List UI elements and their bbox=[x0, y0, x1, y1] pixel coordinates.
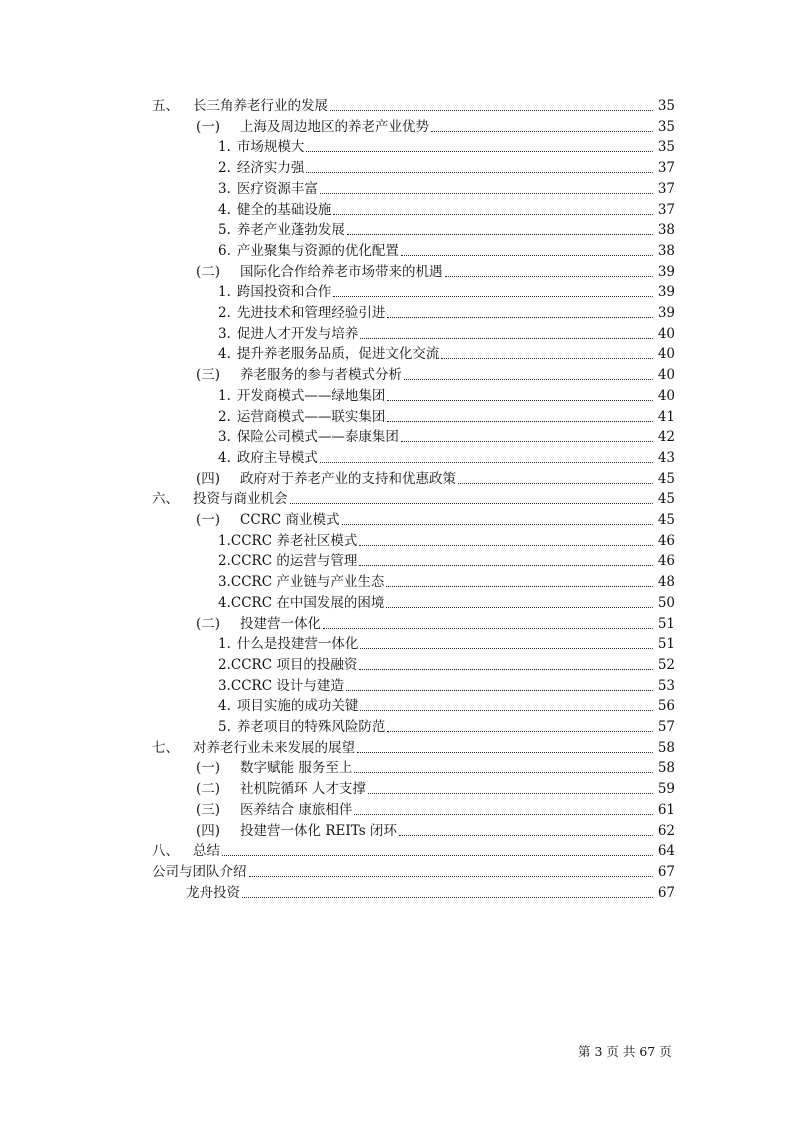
toc-label bbox=[218, 407, 387, 428]
toc-title: 对养老行业未来发展的展望 bbox=[193, 739, 355, 756]
toc-page-number: 37 bbox=[655, 158, 675, 179]
toc-number: (四) bbox=[196, 470, 221, 487]
toc-number: (二) bbox=[196, 781, 221, 798]
toc-number: 4. bbox=[218, 594, 231, 611]
toc-label bbox=[218, 158, 306, 179]
toc-page-number: 50 bbox=[655, 593, 675, 614]
toc-page-number: 61 bbox=[655, 800, 675, 821]
toc-number: 1. bbox=[218, 387, 231, 404]
toc-leader bbox=[387, 400, 653, 401]
toc-entry[interactable] bbox=[0, 158, 793, 179]
toc-page-number: 38 bbox=[655, 241, 675, 262]
toc-leader bbox=[360, 338, 653, 339]
toc-title: 医养结合 康旅相伴 bbox=[240, 801, 353, 818]
toc-number: 五、 bbox=[152, 98, 179, 114]
toc-page-number: 40 bbox=[655, 324, 675, 345]
toc-page-number: 41 bbox=[655, 407, 675, 428]
toc-number: 3. bbox=[218, 574, 231, 591]
toc-page-number: 40 bbox=[655, 365, 675, 386]
toc-page-number: 45 bbox=[655, 510, 675, 531]
toc-number: 1. bbox=[218, 139, 231, 156]
toc-label bbox=[218, 676, 346, 697]
toc-page-number: 40 bbox=[655, 344, 675, 365]
toc-entry[interactable] bbox=[0, 841, 793, 862]
toc-title: 总结 bbox=[193, 843, 220, 860]
toc-entry[interactable] bbox=[0, 572, 793, 593]
toc-page-number: 67 bbox=[655, 883, 675, 904]
toc-title: 经济实力强 bbox=[236, 160, 305, 177]
toc-page-number: 67 bbox=[655, 862, 675, 883]
toc-entry[interactable] bbox=[0, 220, 793, 241]
toc-leader bbox=[401, 441, 653, 442]
toc-leader bbox=[387, 731, 653, 732]
toc-number: (一) bbox=[196, 760, 221, 777]
toc-page-number: 39 bbox=[655, 303, 675, 324]
toc-leader bbox=[330, 110, 653, 111]
toc-entry[interactable] bbox=[0, 779, 793, 800]
toc-number: 1. bbox=[218, 532, 231, 549]
toc-entry[interactable] bbox=[0, 96, 793, 117]
toc-leader bbox=[333, 214, 653, 215]
toc-title: 什么是投建营一体化 bbox=[236, 636, 359, 653]
toc-number: 八、 bbox=[152, 843, 179, 860]
toc-title: CCRC 的运营与管理 bbox=[230, 553, 358, 570]
toc-title: 医疗资源丰富 bbox=[236, 180, 318, 197]
toc-title: 促进人才开发与培养 bbox=[236, 325, 359, 342]
toc-number: 2. bbox=[218, 160, 231, 177]
toc-page-number: 46 bbox=[655, 531, 675, 552]
toc-label bbox=[218, 179, 320, 200]
toc-page-number: 58 bbox=[655, 738, 675, 759]
toc-number: (二) bbox=[196, 263, 221, 280]
toc-title: 数字赋能 服务至上 bbox=[240, 760, 353, 777]
toc-number: 3. bbox=[218, 677, 231, 694]
toc-entry[interactable] bbox=[0, 510, 793, 531]
toc-leader bbox=[401, 255, 653, 256]
toc-page-number: 59 bbox=[655, 779, 675, 800]
toc-label bbox=[152, 96, 330, 117]
toc-leader bbox=[320, 462, 653, 463]
toc-label bbox=[196, 821, 399, 842]
toc-number: 2. bbox=[218, 305, 231, 321]
toc-entry[interactable] bbox=[0, 303, 793, 324]
toc-entry[interactable] bbox=[0, 676, 793, 697]
toc-entry[interactable] bbox=[0, 758, 793, 779]
toc-entry[interactable] bbox=[0, 448, 793, 469]
toc-entry[interactable] bbox=[0, 551, 793, 572]
toc-leader bbox=[386, 607, 653, 608]
toc-title: CCRC 项目的投融资 bbox=[230, 656, 358, 673]
toc-title: 龙舟投资 bbox=[186, 884, 240, 901]
toc-number: 4. bbox=[218, 698, 231, 715]
toc-title: 跨国投资和合作 bbox=[236, 284, 332, 301]
toc-entry[interactable] bbox=[0, 469, 793, 490]
toc-leader bbox=[320, 193, 653, 194]
toc-page-number: 64 bbox=[655, 841, 675, 862]
toc-entry[interactable] bbox=[0, 427, 793, 448]
toc-entry[interactable] bbox=[0, 200, 793, 221]
toc-entry[interactable] bbox=[0, 179, 793, 200]
toc-leader bbox=[306, 151, 653, 152]
toc-leader bbox=[306, 172, 653, 173]
toc-label bbox=[218, 200, 333, 221]
toc-number: (三) bbox=[196, 367, 221, 384]
toc-leader bbox=[249, 876, 653, 877]
toc-title: 长三角养老行业的发展 bbox=[193, 98, 328, 114]
toc-page-number: 52 bbox=[655, 655, 675, 676]
toc-number: (三) bbox=[196, 801, 221, 818]
toc-entry[interactable] bbox=[0, 717, 793, 738]
toc-label bbox=[218, 551, 359, 572]
toc-leader bbox=[290, 503, 653, 504]
toc-label bbox=[196, 614, 323, 635]
toc-title: 政府主导模式 bbox=[236, 449, 318, 466]
toc-leader bbox=[387, 317, 653, 318]
toc-page-number: 37 bbox=[655, 200, 675, 221]
toc-title: 运营商模式——联实集团 bbox=[236, 408, 386, 425]
toc-entry[interactable] bbox=[0, 634, 793, 655]
toc-title: 国际化合作给养老市场带来的机遇 bbox=[240, 263, 443, 280]
page-footer: 第 3 页 共 67 页 bbox=[578, 1044, 672, 1059]
toc-label bbox=[152, 738, 357, 759]
toc-number: (一) bbox=[196, 512, 221, 528]
toc-label bbox=[218, 448, 320, 469]
toc-page-number: 39 bbox=[655, 262, 675, 283]
toc-title: 健全的基础设施 bbox=[236, 201, 332, 218]
toc-entry[interactable] bbox=[0, 593, 793, 614]
toc-label bbox=[218, 593, 386, 614]
toc-label bbox=[218, 137, 306, 158]
toc-leader bbox=[386, 586, 653, 587]
toc-leader bbox=[323, 628, 653, 629]
toc-label bbox=[196, 469, 458, 490]
toc-number: 4. bbox=[218, 449, 231, 466]
toc-page-number: 62 bbox=[655, 821, 675, 842]
toc-label bbox=[218, 427, 401, 448]
toc-number: 1. bbox=[218, 284, 231, 301]
toc-label bbox=[152, 862, 249, 883]
toc-page-number: 51 bbox=[655, 614, 675, 635]
toc-entry[interactable] bbox=[0, 324, 793, 345]
toc-entry[interactable] bbox=[0, 862, 793, 883]
toc-label bbox=[218, 717, 387, 738]
toc-title: 养老服务的参与者模式分析 bbox=[240, 367, 403, 384]
toc-leader bbox=[347, 234, 653, 235]
toc-page-number: 35 bbox=[655, 96, 675, 117]
toc-label bbox=[218, 696, 360, 717]
toc-entry[interactable] bbox=[0, 883, 793, 904]
toc-entry[interactable] bbox=[0, 262, 793, 283]
toc-leader bbox=[357, 752, 653, 753]
toc-label bbox=[152, 489, 290, 510]
toc-title: 社机院循环 人才支撑 bbox=[240, 781, 366, 798]
toc-number: 2. bbox=[218, 553, 231, 570]
toc-leader bbox=[359, 545, 653, 546]
toc-page-number: 37 bbox=[655, 179, 675, 200]
toc-title: 产业聚集与资源的优化配置 bbox=[236, 242, 399, 259]
toc-number: 3. bbox=[218, 325, 231, 342]
toc-number: 1. bbox=[218, 636, 231, 653]
toc-leader bbox=[431, 131, 653, 132]
toc-title: 提升养老服务品质，促进文化交流 bbox=[236, 346, 440, 363]
toc-number: 3. bbox=[218, 180, 231, 197]
toc-label bbox=[186, 883, 242, 904]
toc-title: CCRC 商业模式 bbox=[240, 512, 340, 528]
toc-leader bbox=[354, 772, 653, 773]
toc-label bbox=[218, 324, 360, 345]
toc-leader bbox=[354, 814, 653, 815]
toc-page-number: 58 bbox=[655, 758, 675, 779]
toc-number: (四) bbox=[196, 822, 221, 839]
toc-entry[interactable] bbox=[0, 137, 793, 158]
toc-entry[interactable] bbox=[0, 241, 793, 262]
toc-label bbox=[196, 779, 368, 800]
toc-number: 5. bbox=[218, 222, 231, 239]
toc-number: (一) bbox=[196, 118, 221, 135]
toc-label bbox=[218, 634, 360, 655]
toc-page-number: 53 bbox=[655, 676, 675, 697]
toc-title: 项目实施的成功关键 bbox=[236, 698, 359, 715]
toc-leader bbox=[441, 358, 653, 359]
toc-leader bbox=[458, 483, 653, 484]
toc-label bbox=[218, 303, 387, 324]
toc-title: 养老产业蓬勃发展 bbox=[236, 222, 345, 239]
toc-title: CCRC 养老社区模式 bbox=[230, 532, 358, 549]
toc-entry[interactable] bbox=[0, 800, 793, 821]
toc-entry[interactable] bbox=[0, 282, 793, 303]
toc-page-number: 57 bbox=[655, 717, 675, 738]
toc-number: 3. bbox=[218, 429, 231, 446]
toc-label bbox=[196, 262, 445, 283]
toc-leader bbox=[360, 648, 653, 649]
toc-label bbox=[196, 117, 431, 138]
toc-entry[interactable] bbox=[0, 696, 793, 717]
toc-title: 保险公司模式——泰康集团 bbox=[236, 429, 399, 446]
toc-label bbox=[152, 841, 222, 862]
toc-label bbox=[218, 344, 441, 365]
toc-leader bbox=[404, 379, 653, 380]
toc-label bbox=[196, 365, 404, 386]
toc-title: 投建营一体化 bbox=[240, 615, 322, 632]
toc-leader bbox=[346, 690, 653, 691]
toc-number: 4. bbox=[218, 201, 231, 218]
toc-number: 6. bbox=[218, 242, 231, 259]
toc-page-number: 43 bbox=[655, 448, 675, 469]
toc-leader bbox=[342, 524, 653, 525]
toc-label bbox=[196, 758, 354, 779]
toc-title: 开发商模式——绿地集团 bbox=[236, 387, 386, 404]
toc-page-number: 35 bbox=[655, 137, 675, 158]
toc-label bbox=[218, 220, 347, 241]
toc-entry[interactable] bbox=[0, 344, 793, 365]
toc-number: 2. bbox=[218, 656, 231, 673]
toc-label bbox=[218, 531, 359, 552]
toc-leader bbox=[399, 835, 653, 836]
toc-entry[interactable] bbox=[0, 655, 793, 676]
toc-page-number: 45 bbox=[655, 489, 675, 510]
toc-title: 投建营一体化 REITs 闭环 bbox=[240, 822, 397, 839]
toc-entry[interactable] bbox=[0, 531, 793, 552]
toc-leader bbox=[333, 296, 653, 297]
toc-leader bbox=[242, 897, 653, 898]
toc-title: 投资与商业机会 bbox=[193, 491, 288, 508]
toc-title: CCRC 设计与建造 bbox=[230, 677, 344, 694]
toc-page-number: 39 bbox=[655, 282, 675, 303]
toc-page-number: 38 bbox=[655, 220, 675, 241]
toc-leader bbox=[359, 565, 653, 566]
toc-label bbox=[196, 510, 342, 531]
toc-page-number: 35 bbox=[655, 117, 675, 138]
toc-title: 上海及周边地区的养老产业优势 bbox=[240, 118, 430, 135]
toc-entry[interactable] bbox=[0, 117, 793, 138]
toc-entry[interactable] bbox=[0, 407, 793, 428]
toc-page-number: 56 bbox=[655, 696, 675, 717]
toc-leader bbox=[368, 793, 653, 794]
toc-leader bbox=[387, 421, 653, 422]
toc-entry[interactable] bbox=[0, 365, 793, 386]
toc-title: CCRC 在中国发展的困境 bbox=[230, 594, 385, 611]
toc-leader bbox=[222, 855, 653, 856]
toc-label bbox=[218, 386, 387, 407]
toc-leader bbox=[359, 669, 653, 670]
toc-title: 政府对于养老产业的支持和优惠政策 bbox=[240, 470, 457, 487]
toc-number: 5. bbox=[218, 719, 231, 735]
toc-title: 市场规模大 bbox=[236, 139, 305, 156]
toc-entry[interactable] bbox=[0, 386, 793, 407]
toc-label bbox=[218, 282, 333, 303]
toc-entry[interactable] bbox=[0, 821, 793, 842]
toc-title: 养老项目的特殊风险防范 bbox=[236, 719, 386, 735]
toc-page-number: 42 bbox=[655, 427, 675, 448]
toc-label bbox=[218, 241, 401, 262]
toc-label bbox=[218, 655, 359, 676]
toc-title: 公司与团队介绍 bbox=[152, 863, 247, 880]
toc-number: (二) bbox=[196, 615, 221, 632]
toc-label bbox=[196, 800, 354, 821]
toc-label bbox=[218, 572, 386, 593]
toc-page-number: 45 bbox=[655, 469, 675, 490]
toc-leader bbox=[360, 710, 653, 711]
toc-number: 七、 bbox=[152, 739, 179, 756]
toc-entry[interactable] bbox=[0, 738, 793, 759]
toc-number: 4. bbox=[218, 346, 231, 363]
toc-entry[interactable] bbox=[0, 614, 793, 635]
toc-title: 先进技术和管理经验引进 bbox=[236, 305, 386, 321]
toc-entry[interactable] bbox=[0, 489, 793, 510]
toc-page-number: 40 bbox=[655, 386, 675, 407]
toc-page-number: 48 bbox=[655, 572, 675, 593]
toc-page-number: 51 bbox=[655, 634, 675, 655]
toc-number: 2. bbox=[218, 408, 231, 425]
toc-title: CCRC 产业链与产业生态 bbox=[230, 574, 385, 591]
toc-number: 六、 bbox=[152, 491, 179, 508]
toc-leader bbox=[445, 276, 653, 277]
toc-page-number: 46 bbox=[655, 551, 675, 572]
